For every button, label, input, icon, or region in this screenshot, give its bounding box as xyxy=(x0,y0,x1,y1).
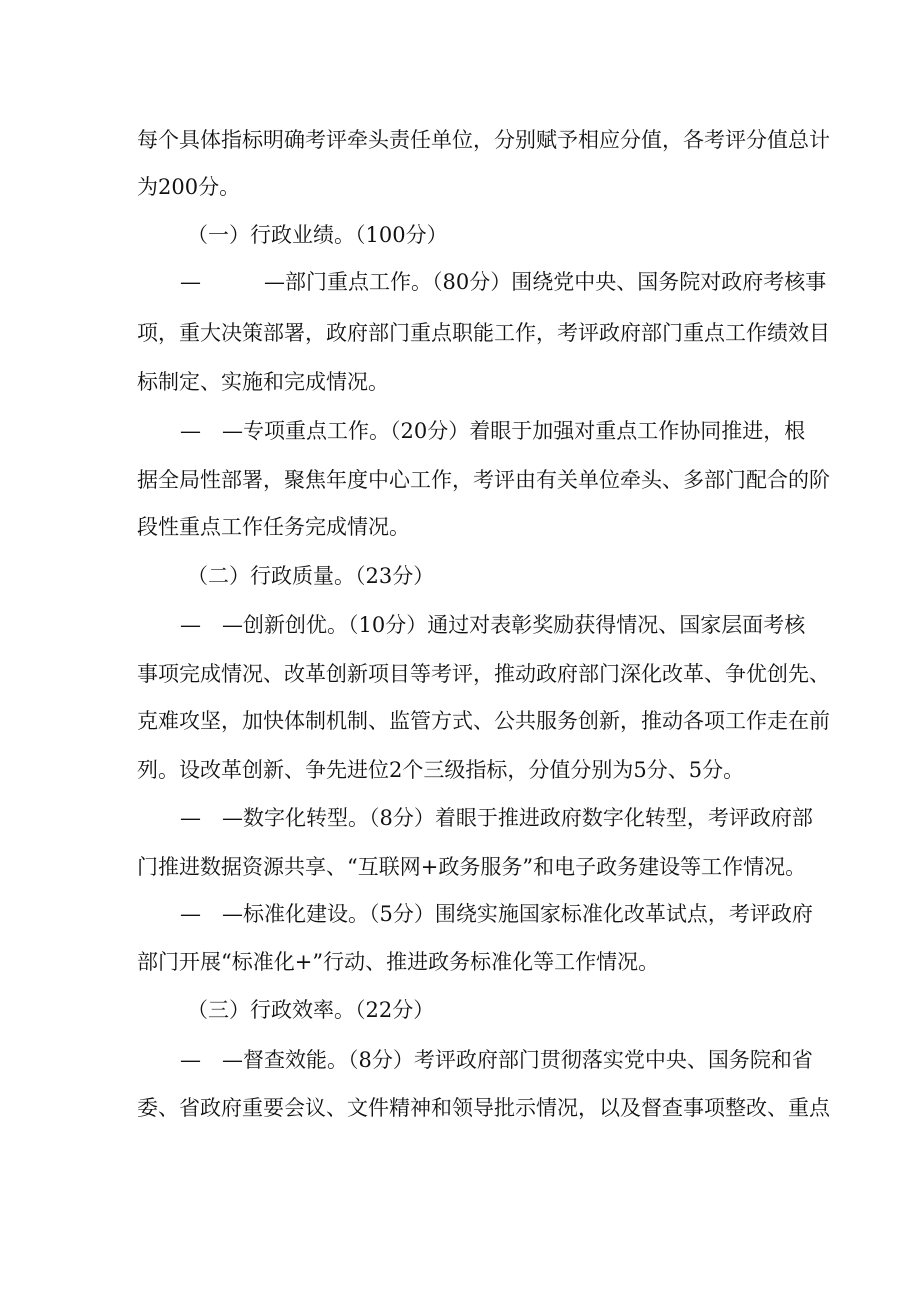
section-heading: （一）行政业绩。（100分） xyxy=(187,223,448,247)
text-line: 门推进数据资源共享、“互联网+政务服务”和电子政务建设等工作情况。 xyxy=(137,855,807,879)
text-line: — —督查效能。（8分）考评政府部门贯彻落实党中央、国务院和省 xyxy=(180,1048,813,1072)
text-line: 事项完成情况、改革创新项目等考评，推动政府部门深化改革、争优创先、 xyxy=(137,662,830,686)
text-line: 委、省政府重要会议、文件精神和领导批示情况，以及督查事项整改、重点 xyxy=(137,1096,830,1120)
text-line: 部门开展“标准化+”行动、推进政务标准化等工作情况。 xyxy=(137,950,660,974)
text-line: 标制定、实施和完成情况。 xyxy=(137,370,389,394)
text-line: — —专项重点工作。（20分）着眼于加强对重点工作协同推进，根 xyxy=(180,419,806,443)
section-heading: （三）行政效率。（22分） xyxy=(187,998,435,1022)
text-line: 克难攻坚，加快体制机制、监管方式、公共服务创新，推动各项工作走在前 xyxy=(137,709,830,733)
text-line: 列。设改革创新、争先进位2个三级指标，分值分别为5分、5分。 xyxy=(137,758,745,782)
section-heading: （二）行政质量。（23分） xyxy=(187,564,435,588)
text-line: 据全局性部署，聚焦年度中心工作，考评由有关单位牵头、多部门配合的阶 xyxy=(137,468,830,492)
text-line: 每个具体指标明确考评牵头责任单位，分别赋予相应分值，各考评分值总计 xyxy=(137,128,830,152)
text-line: — —部门重点工作。（80分）围绕党中央、国务院对政府考核事 xyxy=(180,270,827,294)
text-line: — —数字化转型。（8分）着眼于推进政府数字化转型，考评政府部 xyxy=(180,806,813,830)
text-line: — —创新创优。（10分）通过对表彰奖励获得情况、国家层面考核 xyxy=(180,613,806,637)
text-line: — —标准化建设。（5分）围绕实施国家标准化改革试点，考评政府 xyxy=(180,902,813,926)
text-line: 项，重大决策部署，政府部门重点职能工作，考评政府部门重点工作绩效目 xyxy=(137,321,830,345)
text-line: 为200分。 xyxy=(137,175,241,199)
text-line: 段性重点工作任务完成情况。 xyxy=(137,515,410,539)
